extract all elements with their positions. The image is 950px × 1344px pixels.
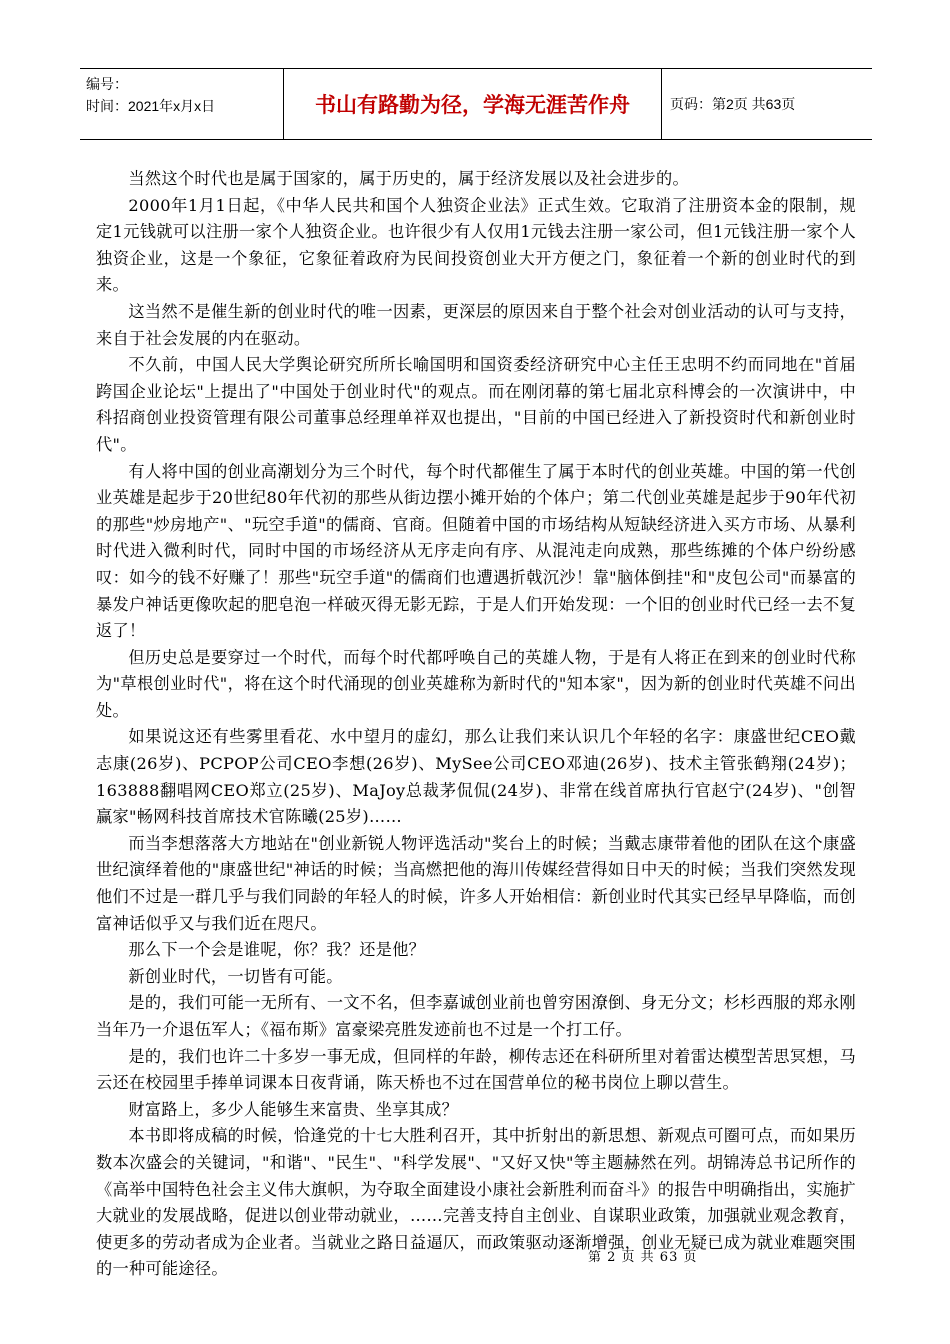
paragraph: 但历史总是要穿过一个时代，而每个时代都呼唤自己的英雄人物，于是有人将正在到来的创业时代称为"草根创业时代"，将在这个时代涌现的创业英雄称为新时代的"知本家"，因为新的创业时代英雄不问出处。: [96, 647, 856, 720]
paragraph: 财富路上，多少人能够生来富贵、坐享其成？: [128, 1099, 459, 1119]
document-number-label: 编号：: [86, 76, 128, 92]
document-body: [96, 166, 856, 1283]
paragraph: 不久前，中国人民大学舆论研究所所长喻国明和国资委经济研究中心主任王忠明不约而同地在"首届跨国企业论坛"上提出了"中国处于创业时代"的观点。而在刚闭幕的第七届北京科博会的一次演讲中，中科招商创业投资管理有限公司董事总经理单祥双也提出，"目前的中国已经进入了新投资时代和新创业时代"。: [96, 355, 856, 454]
paragraph: 这当然不是催生新的创业时代的唯一因素，更深层的原因来自于整个社会对创业活动的认可与支持，来自于社会发展的内在驱动。: [96, 301, 856, 348]
paragraph: 是的，我们也许二十多岁一事无成，但同样的年龄，柳传志还在科研所里对着雷达模型苦思冥想，马云还在校园里手捧单词课本日夜背诵，陈天桥也不过在国营单位的秘书岗位上聊以营生。: [96, 1046, 856, 1093]
page-header: [80, 68, 872, 140]
paragraph: 本书即将成稿的时候，恰逢党的十七大胜利召开，其中折射出的新思想、新观点可圈可点，而如果历数本次盛会的关键词，"和谐"、"民生"、"科学发展"、"又好又快"等主题赫然在列。胡锦涛总书记所作的《高举中国特色社会主义伟大旗帜，为夺取全面建设小康社会新胜利而奋斗》的报告中明确指出，实施扩大就业的发展战略，促进以创业带动就业，……完善支持自主创业、自谋职业政策，加强就业观念教育，使更多的劳动者成为企业者。当就业之路日益逼仄，而政策驱动逐渐增强，创业无疑已成为就业难题突围的一种可能途径。: [96, 1126, 856, 1279]
paragraph: 有人将中国的创业高潮划分为三个时代，每个时代都催生了属于本时代的创业英雄。中国的第一代创业英雄是起步于20世纪80年代初的那些从街边摆小摊开始的个体户；第二代创业英雄是起步于90年代初的那些"炒房地产"、"玩空手道"的儒商、官商。但随着中国的市场结构从短缺经济进入买方市场、从暴利时代进入微利时代，同时中国的市场经济从无序走向有序、从混沌走向成熟，那些练摊的个体户纷纷感叹：如今的钱不好赚了！那些"玩空手道"的儒商们也遭遇折戟沉沙！靠"脑体倒挂"和"皮包公司"而暴富的暴发户神话更像吹起的肥皂泡一样破灭得无影无踪，于是人们开始发现：一个旧的创业时代已经一去不复返了！: [96, 461, 856, 641]
header-page-number: 页码：第2页 共63页: [670, 96, 796, 112]
paragraph: 当然这个时代也是属于国家的，属于历史的，属于经济发展以及社会进步的。: [128, 169, 689, 188]
paragraph: 是的，我们可能一无所有、一文不名，但李嘉诚创业前也曾穷困潦倒、身无分文；杉杉西服的郑永刚当年乃一介退伍军人；《福布斯》富豪梁亮胜发迹前也不过是一个打工仔。: [96, 993, 856, 1039]
paragraph: 新创业时代，一切皆有可能。: [128, 966, 343, 986]
paragraph: 2000年1月1日起，《中华人民共和国个人独资企业法》正式生效。它取消了注册资本金的限制，规定1元钱就可以注册一家个人独资企业。也许很少有人仅用1元钱去注册一家公司，但1元钱注册一家个人独资企业，这是一个象征，它象征着政府为民间投资创业大开方便之门，象征着一个新的创业时代的到来。: [96, 195, 856, 295]
document-time-label: 时间：2021年x月x日: [86, 98, 216, 114]
paragraph: 如果说这还有些雾里看花、水中望月的虚幻，那么让我们来认识几个年轻的名字：康盛世纪CEO戴志康(26岁)、PCPOP公司CEO李想(26岁)、MySee公司CEO邓迪(26岁)、技术主管张鹤翔(24岁)；163888翻唱网CEO郑立(25岁)、MaJoy总裁茅侃侃(24岁)、非常在线首席执行官赵宁(24岁)、"创智赢家"畅网科技首席技术官陈曦(25岁)……: [96, 727, 856, 827]
page-footer: 第 2 页 共 63 页: [588, 1250, 698, 1265]
header-motto: 书山有路勤为径，学海无涯苦作舟: [284, 69, 662, 139]
paragraph: 那么下一个会是谁呢，你？我？还是他？: [128, 940, 426, 960]
paragraph: 而当李想落落大方地站在"创业新锐人物评选活动"奖台上的时候；当戴志康带着他的团队在这个康盛世纪演绎着他的"康盛世纪"神话的时候；当高燃把他的海川传媒经营得如日中天的时候；当我们突然发现他们不过是一群几乎与我们同龄的年轻人的时候，许多人开始相信：新创业时代其实已经早早降临，而创富神话似乎又与我们近在咫尺。: [96, 833, 856, 933]
header-meta: [80, 69, 284, 139]
